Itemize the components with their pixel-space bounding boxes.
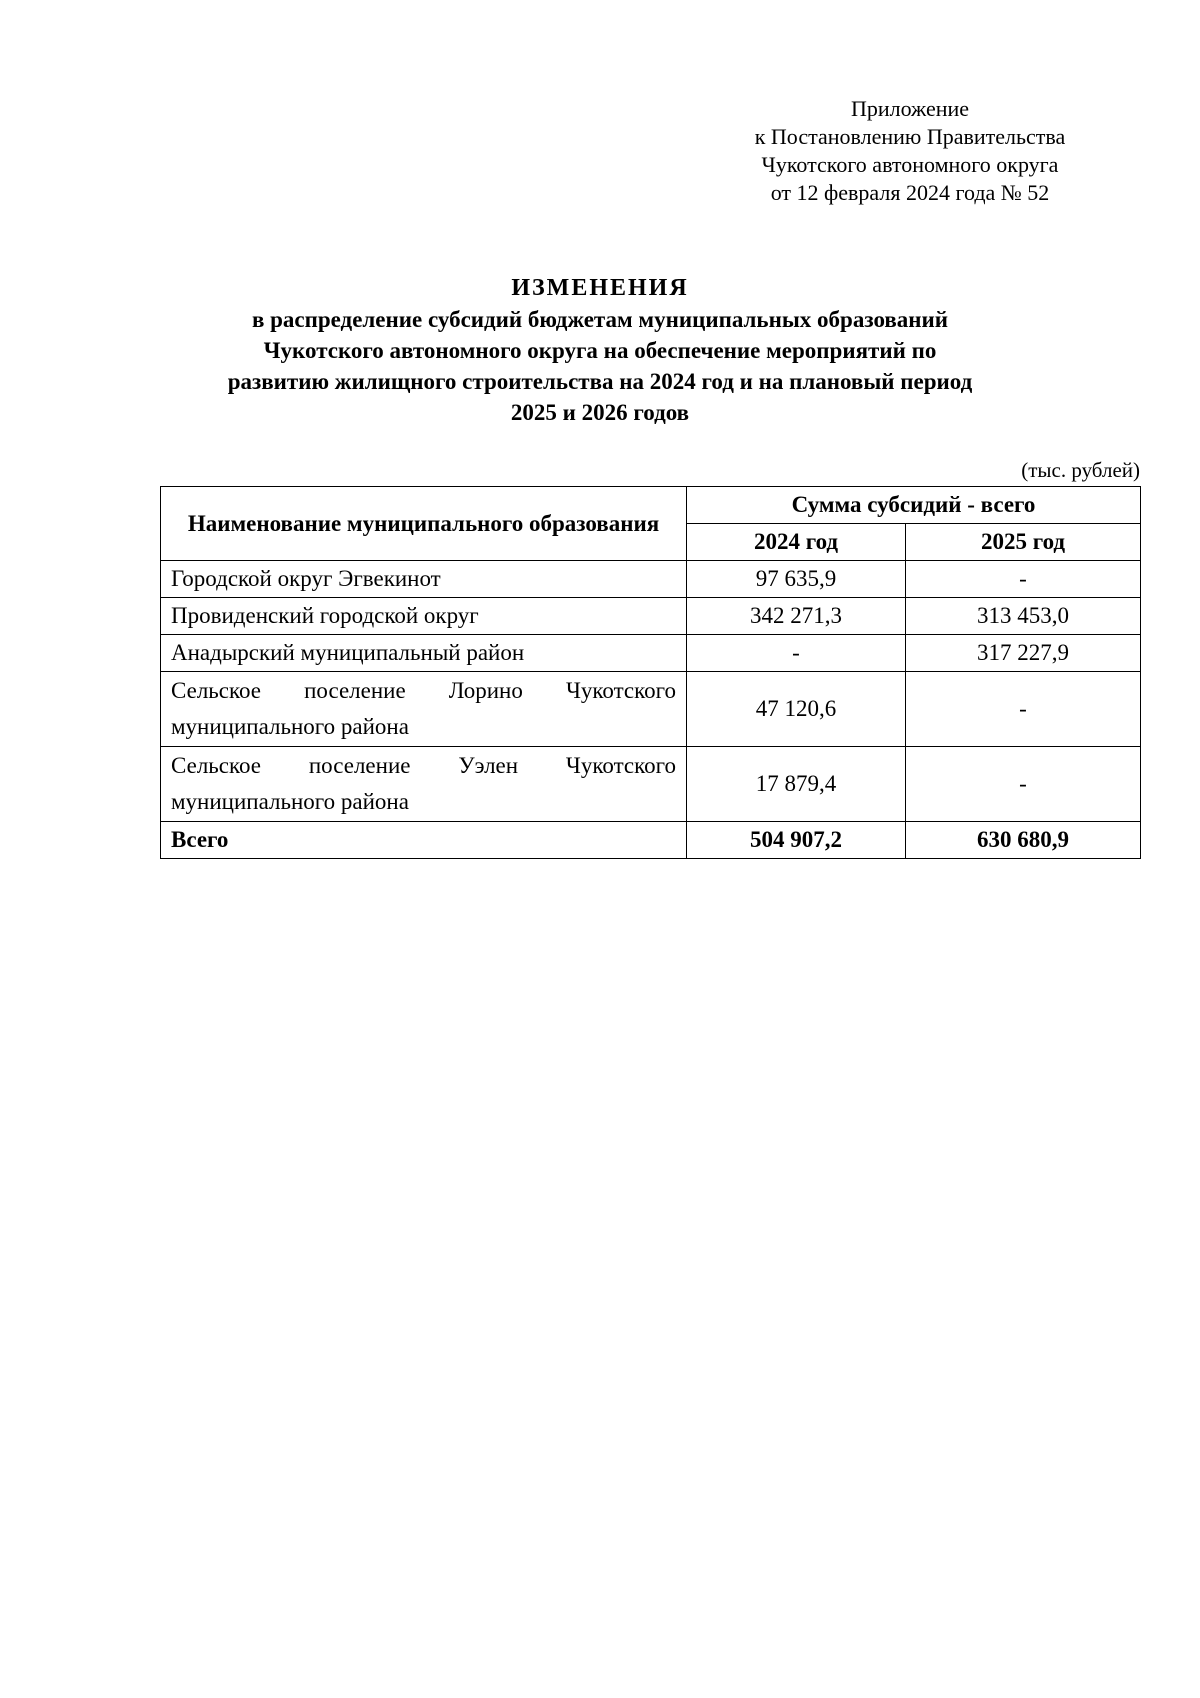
table-row <box>161 561 1141 598</box>
row-value-2024: 17 879,4 <box>687 747 906 822</box>
units-label: (тыс. рублей) <box>1021 458 1140 482</box>
column-header-2025: 2025 год <box>906 524 1141 561</box>
total-label: Всего <box>161 822 687 859</box>
row-name: Сельское поселение Уэлен Чукотского муниципального района <box>161 747 687 822</box>
title-heading: ИЗМЕНЕНИЯ <box>511 275 689 301</box>
column-header-total: Сумма субсидий - всего <box>687 487 1141 524</box>
row-value-2025: - <box>906 747 1141 822</box>
table-total-row <box>161 822 1141 859</box>
row-name: Сельское поселение Лорино Чукотского муниципального района <box>161 672 687 747</box>
document-title <box>130 272 1070 428</box>
table-row <box>161 598 1141 635</box>
appendix-line: к Постановлению Правительства <box>754 124 1066 149</box>
row-name: Анадырский муниципальный район <box>161 635 687 672</box>
appendix-line: Чукотского автономного округа <box>761 152 1059 177</box>
row-name: Провиденский городской округ <box>161 598 687 635</box>
title-subtitle <box>130 304 1070 428</box>
row-value-2024: 47 120,6 <box>687 672 906 747</box>
title-line: 2025 и 2026 годов <box>510 400 690 425</box>
column-header-2024: 2024 год <box>687 524 906 561</box>
table-row <box>161 635 1141 672</box>
row-value-2025: - <box>906 672 1141 747</box>
table-row <box>161 747 1141 822</box>
row-value-2025: 313 453,0 <box>906 598 1141 635</box>
appendix-block <box>700 95 1120 207</box>
row-name: Городской округ Эгвекинот <box>161 561 687 598</box>
total-value-2025: 630 680,9 <box>906 822 1141 859</box>
row-value-2024: - <box>687 635 906 672</box>
title-line: в распределение субсидий бюджетам муниципальных образований <box>251 307 949 332</box>
row-value-2025: - <box>906 561 1141 598</box>
subsidies-table <box>160 486 1141 859</box>
appendix-line: от 12 февраля 2024 года № 52 <box>770 180 1050 205</box>
row-value-2024: 97 635,9 <box>687 561 906 598</box>
title-line: развитию жилищного строительства на 2024 год и на плановый период <box>227 369 973 394</box>
column-header-name: Наименование муниципального образования <box>161 487 687 561</box>
title-line: Чукотского автономного округа на обеспечение мероприятий по <box>263 338 937 363</box>
appendix-line: Приложение <box>850 96 970 121</box>
total-value-2024: 504 907,2 <box>687 822 906 859</box>
row-value-2024: 342 271,3 <box>687 598 906 635</box>
row-value-2025: 317 227,9 <box>906 635 1141 672</box>
table-row <box>161 672 1141 747</box>
